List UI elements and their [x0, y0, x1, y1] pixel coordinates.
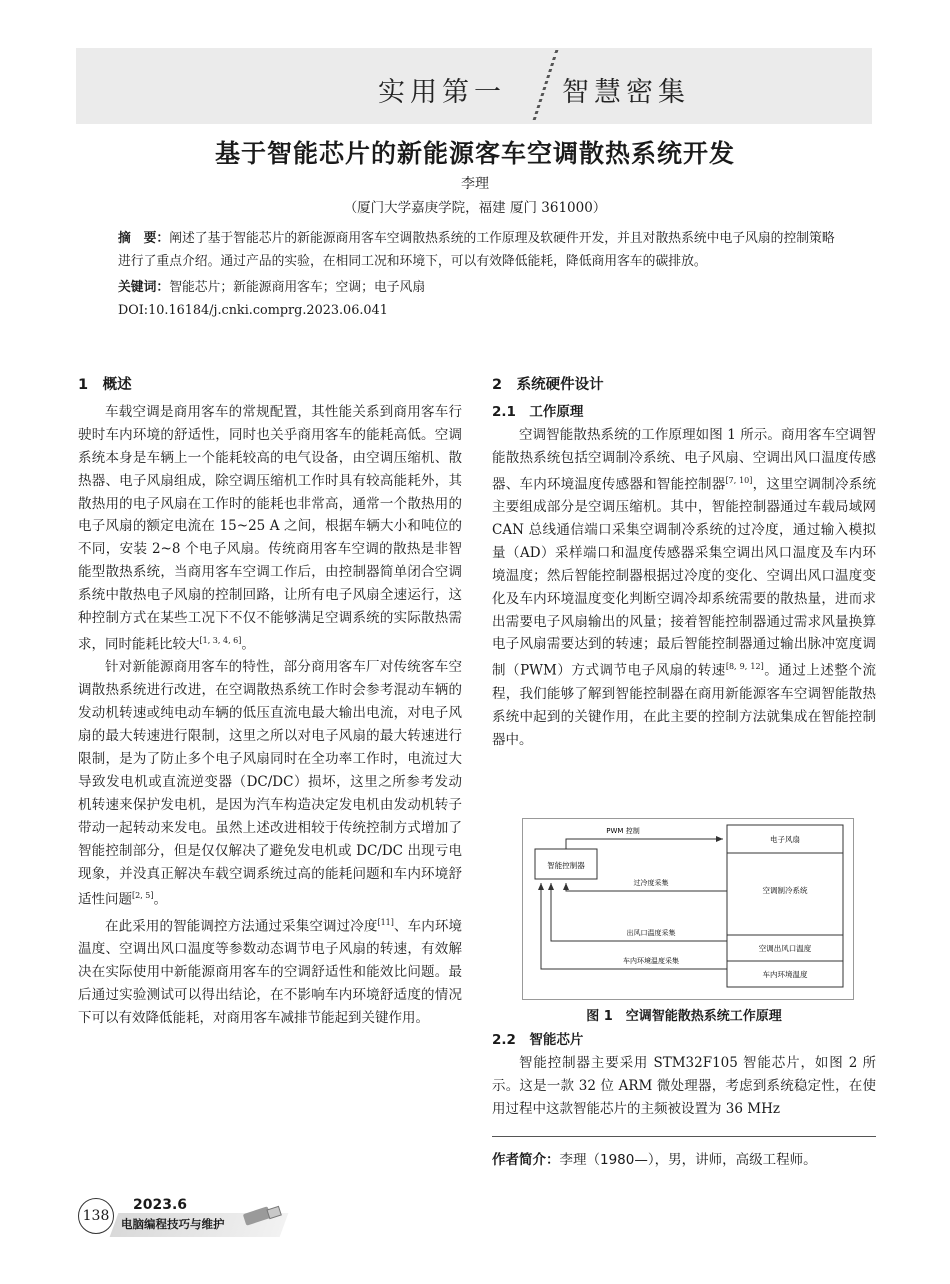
figure-1-caption: 图 1 空调智能散热系统工作原理: [586, 1009, 782, 1024]
abstract-text: 阐述了基于智能芯片的新能源商用客车空调散热系统的工作原理及软硬件开发，并且对散热系统中电子风扇的控制策略进行了重点介绍。通过产品的实验，在相同工况和环境下，可以有效降低能耗，降低商用客车的碳排放。: [118, 231, 835, 269]
figure-1: [522, 818, 854, 1000]
abstract-block: [118, 227, 836, 322]
refrig-label: 空调制冷系统: [762, 886, 808, 895]
citation: [1, 3, 4, 6]: [199, 635, 242, 645]
paragraph: 针对新能源商用客车的特性，部分商用客车厂对传统客车空调散热系统进行改进，在空调散热系统工作时会参考混动车辆的发动机转速或纯电动车辆的低压直流电最大输出电流，对电子风扇的最大转速进行限制，这里之所以对电子风扇的最大转速进行限制，是为了防止多个电子风扇同时在全功率工作时，电流过大导致发电机或直流逆变器（DC/DC）损坏，这里之所参考发动机转速来保护发电机，是因为汽车构造决定发电机由发动机转子带动一起转动来发电。虽然上述改进相较于传统控制方式增加了智能控制部分，但是仅仅解决了避免发电机或 DC/DC 出现亏电现象，并没真正解决车载空调系统过高的能耗问题和车内环境舒适性问题[2, 5]。: [78, 659, 462, 908]
sec1-p3-text-a: 在此采用的智能调控方法通过采集空调过冷度: [105, 918, 378, 935]
sec1-p1-text: 车载空调是商用客车的常规配置，其性能关系到商用客车行驶时车内环境的舒适性，同时也关乎商用客车的能耗高低。空调系统本身是车辆上一个能耗较高的电气设备，由空调压缩机、散热器、电子风扇组成，除空调压缩机工作时具有较高能耗外，其散热用的电子风扇在工作时的能耗也非常高，通常一个散热用的电子风扇的额定电流在 15~25 A 之间，根据车辆大小和吨位的不同，安装 2~8 个电子风扇。传统商用客车空调的散热是非智能型散热系统，当商用客车空调工作后，由控制器简单闭合空调系统中散热电子风扇的控制回路，让所有电子风扇全速运行，这种控制方式在某些工况下不仅不能够满足空调系统的实际散热需求，同时能耗比较大: [78, 403, 462, 653]
subsection-2-2-heading: 2.2 智能芯片: [492, 1032, 584, 1048]
citation: [2, 5]: [132, 891, 154, 901]
paragraph: [492, 424, 876, 752]
citation: [8, 9, 12]: [725, 662, 764, 672]
outlet-arrow-label: 出风口温度采集: [626, 929, 676, 937]
fan-label: 电子风扇: [770, 835, 800, 844]
section-2-heading: 2 系统硬件设计: [492, 377, 604, 393]
keywords: [118, 276, 836, 299]
sec2-p1-text-c: 。通过上述整个流程，我们能够了解到智能控制器在商用新能源客车空调智能散热系统中起到的关键作用，在此主要的控制方法就集成在智能控制器中。: [492, 662, 876, 748]
bio-text: 李理（1980—），男，讲师，高级工程师。: [559, 1152, 817, 1168]
left-column: [78, 374, 462, 1030]
subsection-2-1-heading: 2.1 工作原理: [492, 403, 584, 420]
issue-date: 2023.6: [133, 1197, 188, 1213]
header-banner: [76, 48, 872, 124]
env-label: 车内环境温度: [762, 970, 808, 979]
page-number: 138: [78, 1198, 114, 1234]
subsection-2-2: [492, 1029, 876, 1121]
sec1-p3-text-b: 、车内环境温度、空调出风口温度等参数动态调节电子风扇的转速，有效解决在实际使用中新能源商用客车的空调舒适性和能效比问题。最后通过实验测试可以得出结论，在不影响车内环境舒适度的情况下可以有效降低能耗，对商用客车减排节能起到关键作用。: [78, 918, 463, 1026]
header-right: 智慧密集: [562, 77, 690, 108]
keywords-label: 关键词：: [118, 280, 170, 295]
citation: [7, 10]: [725, 475, 753, 485]
figure-1-diagram: [523, 819, 853, 999]
right-column: [492, 374, 876, 752]
sec2-p2-text: 智能控制器主要采用 STM32F105 智能芯片，如图 2 所示。这是一款 32 位 ARM 微处理器，考虑到系统稳定性，在使用过程中这款智能芯片的主频被设置为 36 MHz: [492, 1054, 876, 1117]
citation: [11]: [377, 917, 394, 927]
env-arrow-label: 车内环境温度采集: [623, 957, 679, 965]
outlet-label: 空调出风口温度: [758, 944, 812, 953]
pwm-arrow: [566, 839, 723, 849]
usb-plug-icon: [240, 1200, 286, 1230]
paragraph: [78, 912, 462, 1030]
abstract: [118, 227, 836, 273]
controller-label: 智能控制器: [547, 861, 585, 870]
subcool-label: 过冷度采集: [633, 879, 669, 887]
section-1-heading: 1 概述: [78, 377, 132, 393]
paper-author: 李理: [461, 176, 489, 192]
sec2-p1-text-b: ，这里空调制冷系统主要组成部分是空调压缩机。其中，智能控制器通过车载局域网 CAN 总线通信端口采集空调制冷系统的过冷度，通过输入模拟量（AD）采样端口和温度传感器采集空调出风口温度及车内环境温度；然后智能控制器根据过冷度的变化、空调出风口温度变化及车内环境温度变化判断空调冷却系统需要的散热量，进而求出需要电子风扇输出的风量；接着智能控制器通过需求风量换算电子风扇需要达到的转速；最后智能控制器通过输出脉冲宽度调制（PWM）方式调节电子风扇的转速: [492, 476, 877, 679]
sec2-p1-text-a: 空调智能散热系统的工作原理如图 1 所示。商用客车空调智能散热系统包括空调制冷系统、电子风扇、空调出风口温度传感器、车内环境温度传感器和智能控制器: [492, 426, 876, 493]
bio-label: 作者简介：: [492, 1152, 560, 1168]
paper-affiliation: （厦门大学嘉庚学院，福建 厦门 361000）: [343, 200, 607, 216]
paper-title: 基于智能芯片的新能源客车空调散热系统开发: [214, 139, 735, 168]
pwm-label: PWM 控制: [606, 827, 640, 835]
paragraph: 车载空调是商用客车的常规配置，其性能关系到商用客车行驶时车内环境的舒适性，同时也关乎商用客车的能耗高低。空调系统本身是车辆上一个能耗较高的电气设备，由空调压缩机、散热器、电子风扇组成，除空调压缩机工作时具有较高能耗外，其散热用的电子风扇在工作时的能耗也非常高，通常一个散热用的电子风扇的额定电流在 15~25 A 之间，根据车辆大小和吨位的不同，安装 2~8 个电子风扇。传统商用客车空调的散热是非智能型散热系统，当商用客车空调工作后，由控制器简单闭合空调系统中散热电子风扇的控制回路，让所有电子风扇全速运行，这种控制方式在某些工况下不仅不能够满足空调系统的实际散热需求，同时能耗比较大[1, 3, 4, 6]。: [78, 403, 462, 653]
sec1-p2-text: 针对新能源商用客车的特性，部分商用客车厂对传统客车空调散热系统进行改进，在空调散热系统工作时会参考混动车辆的发动机转速或纯电动车辆的低压直流电最大输出电流，对电子风扇的最大转速进行限制，这里之所以对电子风扇的最大转速进行限制，是为了防止多个电子风扇同时在全功率工作时，电流过大导致发电机或直流逆变器（DC/DC）损坏，这里之所参考发动机转速来保护发电机，是因为汽车构造决定发电机由发动机转子带动一起转动来发电。虽然上述改进相较于传统控制方式增加了智能控制部分，但是仅仅解决了避免发电机或 DC/DC 出现亏电现象，并没真正解决车载空调系统过高的能耗问题和车内环境舒适性问题: [78, 659, 462, 908]
bio-divider: [492, 1136, 876, 1137]
keywords-text: 智能芯片；新能源商用客车；空调；电子风扇: [169, 280, 426, 295]
abstract-label: 摘 要：: [118, 231, 170, 246]
doi: DOI:10.16184/j.cnki.comprg.2023.06.041: [118, 303, 388, 318]
author-bio: [492, 1148, 876, 1168]
magazine-name: 电脑编程技巧与维护: [121, 1217, 225, 1231]
header-left: 实用第一: [378, 77, 506, 108]
